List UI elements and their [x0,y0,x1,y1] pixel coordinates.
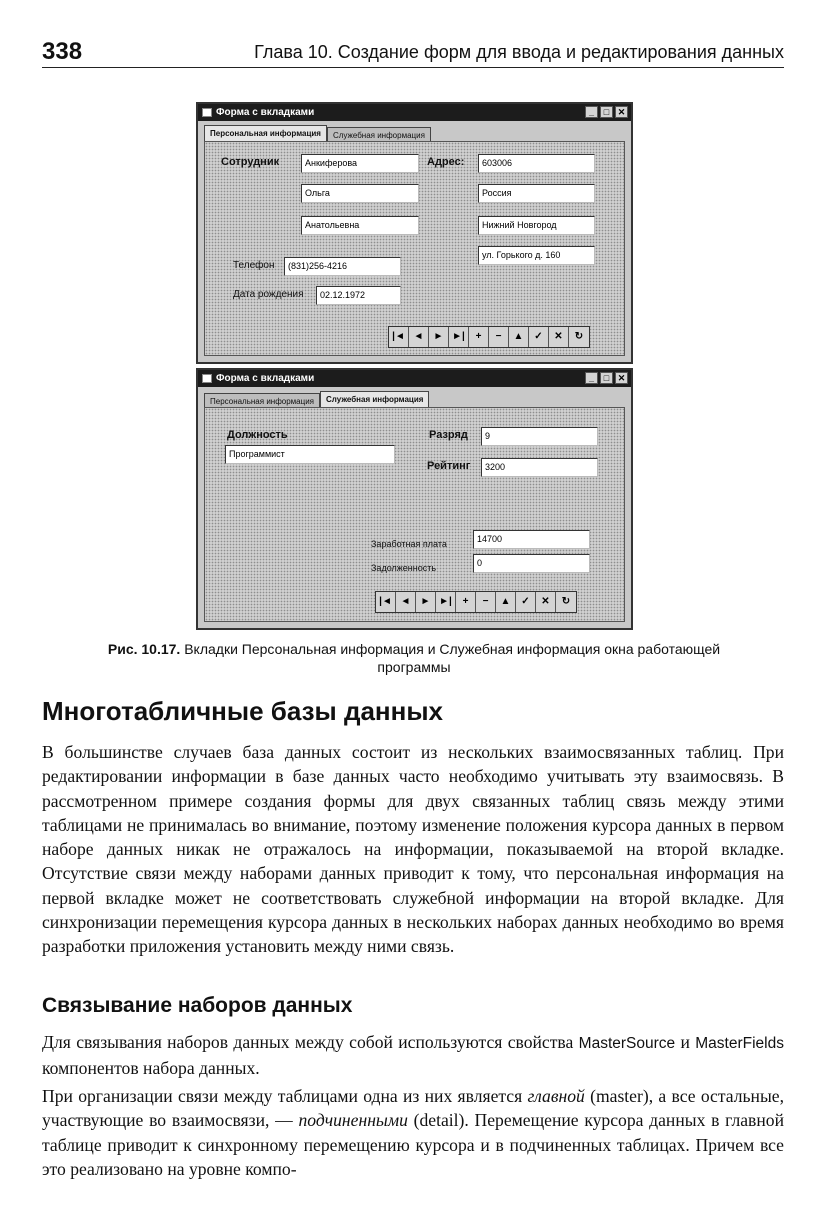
city-field[interactable]: Нижний Новгород [478,216,595,235]
name-field[interactable]: Ольга [301,184,419,203]
tab-panel-service [204,407,625,622]
delete-record-button[interactable]: − [476,592,496,612]
term-emphasis: главной [527,1086,585,1106]
delete-record-button[interactable]: − [489,327,509,347]
rating-label: Рейтинг [427,460,471,472]
cancel-record-button[interactable]: ✕ [536,592,556,612]
address-label: Адрес: [427,156,465,168]
salary-field[interactable]: 14700 [473,530,590,549]
employee-label: Сотрудник [221,156,280,168]
db-navigator [375,591,577,613]
refresh-button[interactable]: ↻ [574,331,584,342]
section-heading: Многотабличные базы данных [42,696,443,726]
prior-record-button[interactable]: ◄ [396,592,416,612]
form-window-personal [196,102,633,364]
grade-label: Разряд [429,429,468,441]
edit-record-button[interactable]: ▲ [496,592,516,612]
caption-text: Вкладки Персональная информация и Служебная информация окна работающей программы [184,641,721,675]
tab-service-info[interactable]: Служебная информация [327,127,431,142]
page-header [42,38,784,68]
property-name: MasterFields [695,1035,784,1052]
text-span: (master), а все остальные, участвующие во взаимосвязи, — [42,1086,784,1131]
salary-label: Заработная плата [371,539,447,549]
minimize-button[interactable]: _ [585,106,598,118]
text-span: (detail). Перемещение курсора данных в главной таблице приводит к синхронному перемещению курсора и в подчиненных таблицах. Причем все это реализовано на уровне компо- [42,1110,784,1179]
tab-service-info[interactable]: Служебная информация [320,391,429,408]
phone-label: Телефон [233,260,275,271]
tab-personal-info[interactable]: Персональная информация [204,125,327,142]
text-span: и [675,1032,696,1052]
property-name: MasterSource [578,1035,676,1052]
body-paragraph-3 [42,1084,784,1181]
figure-caption [80,640,748,676]
first-record-button[interactable]: |◄ [389,327,409,347]
position-label: Должность [227,429,288,441]
body-paragraph-2 [42,1030,784,1081]
window-title: Форма с вкладками [216,373,315,384]
chapter-title: Глава 10. Создание форм для ввода и редактирования данных [254,42,784,62]
refresh-button[interactable]: ↻ [561,596,571,607]
debt-field[interactable]: 0 [473,554,590,573]
postcode-field[interactable]: 603006 [478,154,595,173]
birthdate-label: Дата рождения [233,289,304,300]
window-titlebar [198,104,631,121]
app-icon [202,374,212,383]
next-record-button[interactable]: ► [416,592,436,612]
window-title: Форма с вкладками [216,107,315,118]
window-titlebar [198,370,631,387]
debt-label: Задолженность [371,563,437,573]
next-record-button[interactable]: ► [429,327,449,347]
body-paragraph-1: В большинстве случаев база данных состоит из нескольких взаимосвязанных таблиц. При редактировании информации в базе данных часто необходимо учитывать эту взаимосвязь. В рассмотренном примере создания формы для двух связанных таблиц связь между этими таблицами не принималась во внимание, поэтому изменение положения курсора данных в первом наборе данных никак не отражалось на информации, показываемой на второй вкладке. Отсутствие связи между наборами данных приводит к тому, что персональная информация на первой вкладке может не соответствовать служебной информации на второй вкладке. Для синхронизации перемещения курсора данных в нескольких наборах данных необходимо во время разработки приложения установить между ними связь. [42,742,784,957]
insert-record-button[interactable]: + [469,327,489,347]
post-record-button[interactable]: ✓ [529,327,549,347]
app-icon [202,108,212,117]
caption-label: Рис. 10.17. [107,641,181,657]
street-field[interactable]: ул. Горького д. 160 [478,246,595,265]
tab-panel-personal [204,141,625,356]
text-span: При организации связи между таблицами одна из них является [42,1086,528,1106]
country-field[interactable]: Россия [478,184,595,203]
text-span: компонентов набора данных. [42,1058,260,1079]
last-record-button[interactable]: ►| [436,592,456,612]
last-record-button[interactable]: ►| [449,327,469,347]
tab-personal-info[interactable]: Персональная информация [204,393,320,408]
grade-field[interactable]: 9 [481,427,598,446]
first-record-button[interactable]: |◄ [376,592,396,612]
surname-field[interactable]: Анкиферова [301,154,419,173]
minimize-button[interactable]: _ [585,372,598,384]
close-button[interactable]: ✕ [615,372,628,384]
subsection-heading: Связывание наборов данных [42,994,353,1017]
position-field[interactable]: Программист [225,445,395,464]
maximize-button[interactable]: □ [600,106,613,118]
patronymic-field[interactable]: Анатольевна [301,216,419,235]
cancel-record-button[interactable]: ✕ [549,327,569,347]
insert-record-button[interactable]: + [456,592,476,612]
birthdate-field[interactable]: 02.12.1972 [316,286,401,305]
rating-field[interactable]: 3200 [481,458,598,477]
prior-record-button[interactable]: ◄ [409,327,429,347]
post-record-button[interactable]: ✓ [516,592,536,612]
form-window-service [196,368,633,630]
page-number: 338 [42,38,83,65]
maximize-button[interactable]: □ [600,372,613,384]
close-button[interactable]: ✕ [615,106,628,118]
term-emphasis: подчиненными [298,1110,408,1131]
text-span: Для связывания наборов данных между собой используются свойства [42,1032,579,1052]
db-navigator [388,326,590,348]
phone-field[interactable]: (831)256-4216 [284,257,401,276]
edit-record-button[interactable]: ▲ [509,327,529,347]
